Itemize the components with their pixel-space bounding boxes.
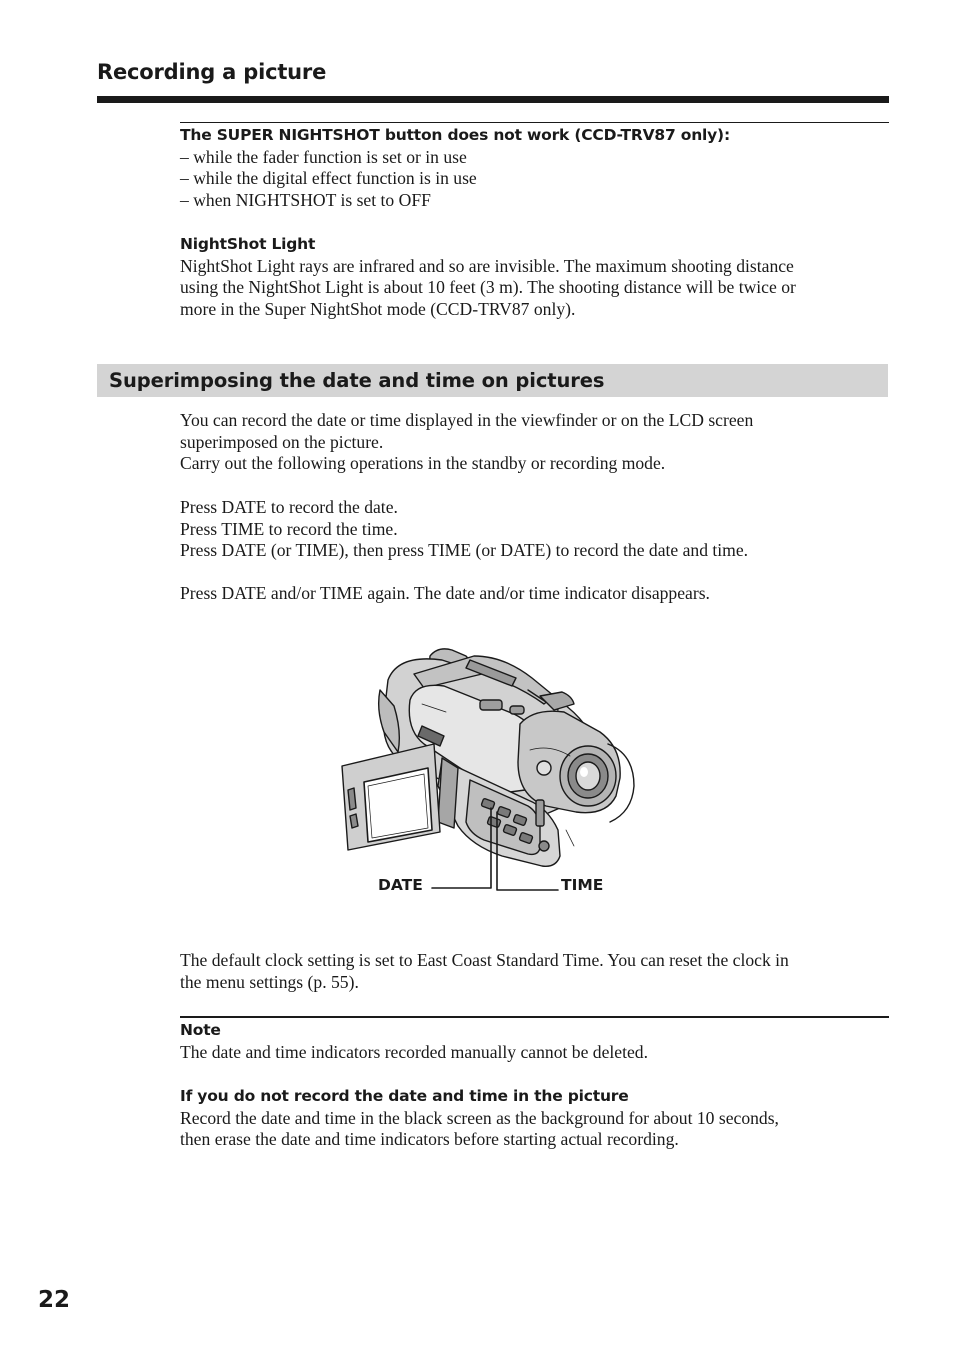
section-title: Recording a picture <box>97 60 327 84</box>
nightshot-light-heading: NightShot Light <box>180 235 316 253</box>
note-block <box>180 1020 892 1063</box>
clock-line: The default clock setting is set to East Coast Standard Time. You can reset the clock in <box>180 950 789 970</box>
nightshot-light-block <box>180 234 892 320</box>
camcorder-illustration <box>330 640 650 910</box>
tip-line: Record the date and time in the black screen as the background for about 10 seconds, <box>180 1107 779 1128</box>
page-number: 22 <box>38 1287 71 1313</box>
cancel-line: Press DATE and/or TIME again. The date and/or time indicator disappears. <box>180 583 710 603</box>
date-label: DATE <box>378 876 423 894</box>
intro-line: You can record the date or time displayed in the viewfinder or on the LCD screen <box>180 410 754 430</box>
nightshot-item: – while the fader function is set or in use <box>180 146 467 167</box>
note-text: The date and time indicators recorded manually cannot be deleted. <box>180 1041 648 1062</box>
header-rule <box>97 96 889 103</box>
superimpose-intro <box>180 410 892 475</box>
nightshot-heading: The SUPER NIGHTSHOT button does not work (CCD-TRV87 only): <box>180 126 730 144</box>
clock-paragraph <box>180 950 892 993</box>
tip-line: then erase the date and time indicators before starting actual recording. <box>180 1129 679 1150</box>
clock-line: the menu settings (p. 55). <box>180 971 359 992</box>
superimpose-title: Superimposing the date and time on pictures <box>109 369 605 392</box>
superimpose-steps <box>180 497 892 562</box>
time-label: TIME <box>561 876 604 894</box>
intro-line: Carry out the following operations in the standby or recording mode. <box>180 453 666 474</box>
tip-heading: If you do not record the date and time in the picture <box>180 1087 629 1105</box>
step-line: Press DATE to record the date. <box>180 497 398 517</box>
nightshot-light-line: using the NightShot Light is about 10 feet (3 m). The shooting distance will be twice or <box>180 277 796 298</box>
intro-line: superimposed on the picture. <box>180 431 384 452</box>
nightshot-item: – while the digital effect function is in use <box>180 168 477 189</box>
nightshot-item: – when NIGHTSHOT is set to OFF <box>180 189 431 210</box>
cancel-instruction <box>180 583 892 605</box>
step-line: Press DATE (or TIME), then press TIME (or DATE) to record the date and time. <box>180 540 749 561</box>
step-line: Press TIME to record the time. <box>180 518 398 539</box>
note-heading: Note <box>180 1021 221 1039</box>
note-rule <box>180 1016 889 1018</box>
notes-top-rule <box>180 122 889 123</box>
tip-block <box>180 1086 892 1151</box>
nightshot-light-line: more in the Super NightShot mode (CCD-TRV87 only). <box>180 298 576 319</box>
nightshot-notes <box>180 125 892 211</box>
nightshot-light-line: NightShot Light rays are infrared and so are invisible. The maximum shooting distance <box>180 255 794 276</box>
